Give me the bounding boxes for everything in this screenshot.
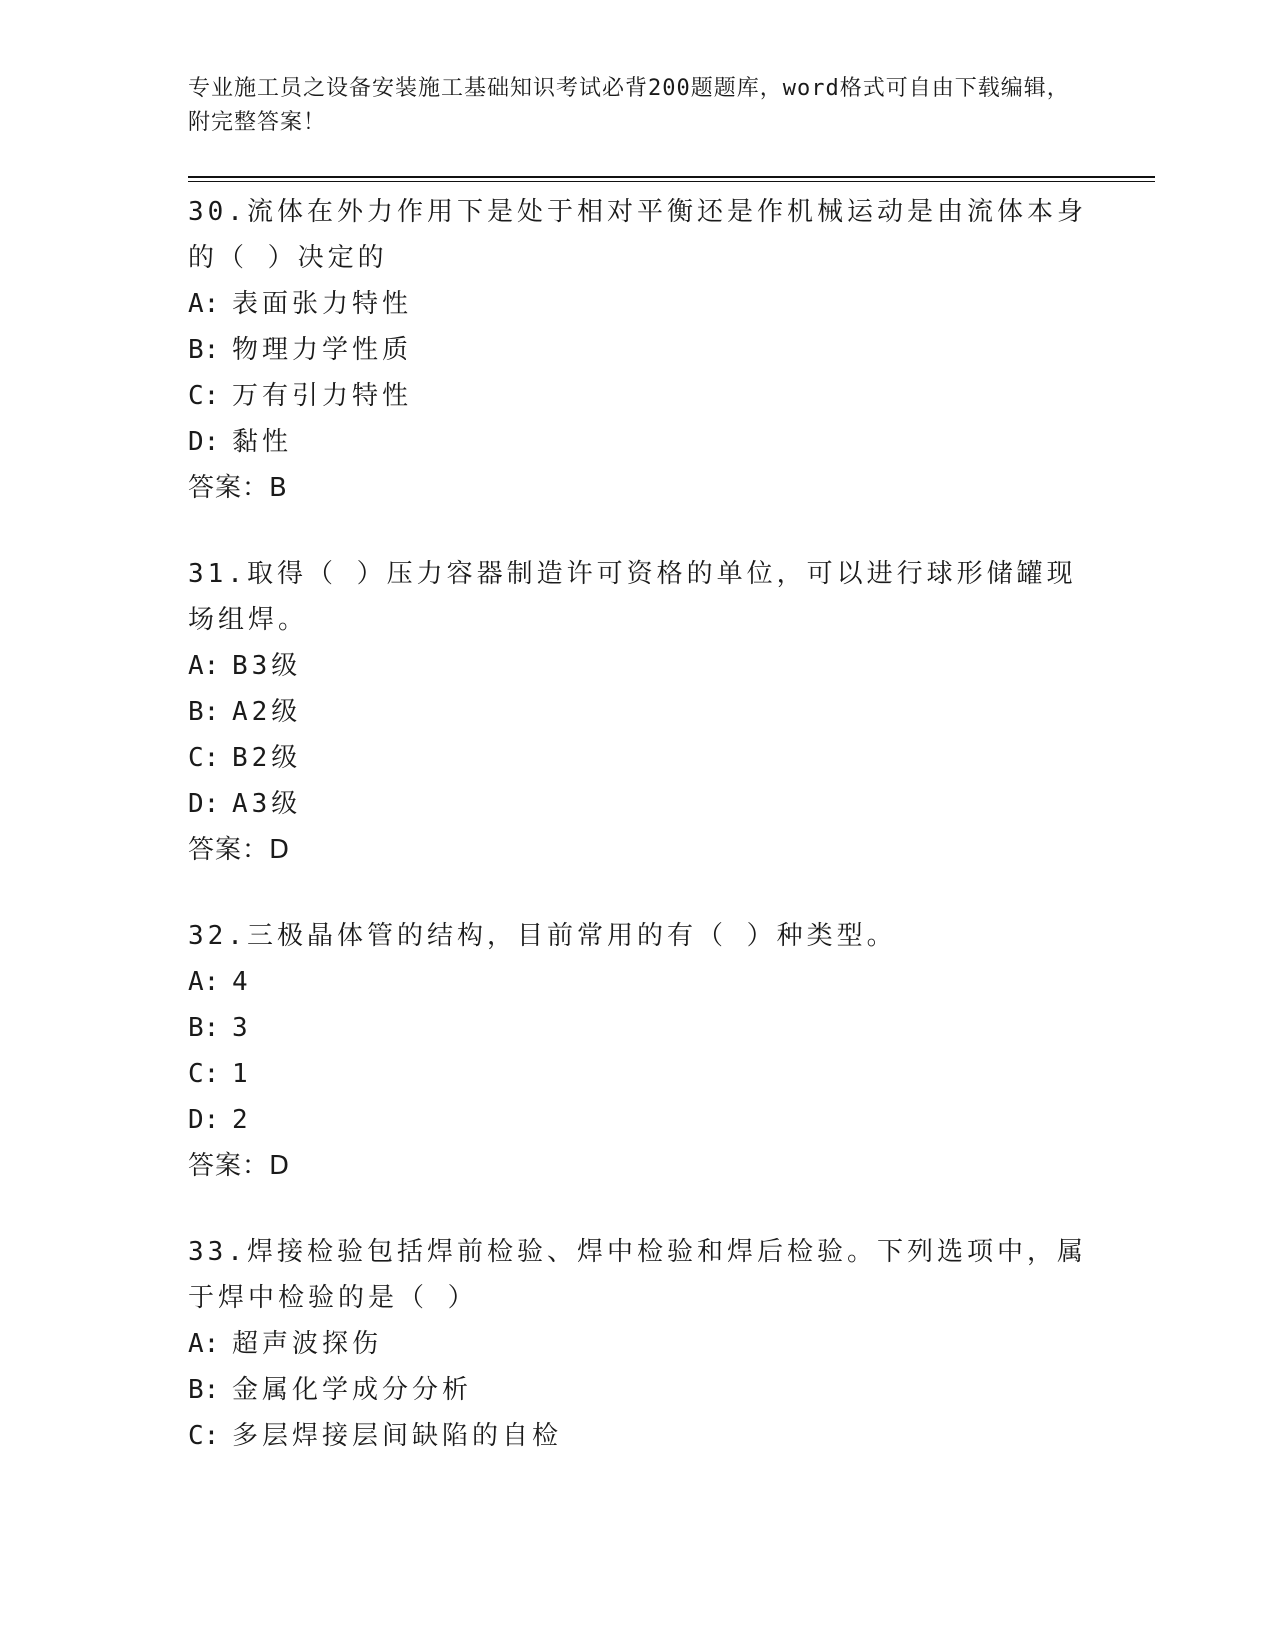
question-30 (188, 189, 1088, 511)
option-key: D: (188, 1105, 220, 1135)
option-text: 1 (232, 1059, 252, 1089)
question-text: 32.三极晶体管的结构，目前常用的有（ ）种类型。 (188, 921, 897, 951)
option-text: 金属化学成分分析 (232, 1375, 473, 1405)
option-text: A3级 (232, 789, 302, 819)
answer: 答案：B (188, 473, 288, 503)
question-text: 31.取得（ ）压力容器制造许可资格的单位，可以进行球形储罐现场组焊。 (188, 559, 1077, 635)
option-key: B: (188, 697, 220, 727)
option-key: A: (188, 1329, 220, 1359)
header-divider-thin (188, 181, 1155, 182)
question-31 (188, 551, 1088, 873)
option-key: B: (188, 335, 220, 365)
option-a (188, 959, 1088, 1005)
option-c (188, 1051, 1088, 1097)
option-text: B2级 (232, 743, 302, 773)
option-key: C: (188, 743, 220, 773)
option-key: A: (188, 651, 220, 681)
option-c (188, 373, 1088, 419)
question-33 (188, 1229, 1088, 1459)
option-text: 3 (232, 1013, 252, 1043)
option-text: 物理力学性质 (232, 335, 413, 365)
option-key: B: (188, 1375, 220, 1405)
option-c (188, 735, 1088, 781)
option-text: 表面张力特性 (232, 289, 413, 319)
option-key: C: (188, 381, 220, 411)
answer: 答案：D (188, 1151, 291, 1181)
document-header: 专业施工员之设备安装施工基础知识考试必背200题题库，word格式可自由下载编辑，附完整答案！ (188, 76, 1070, 135)
option-key: B: (188, 1013, 220, 1043)
option-d (188, 419, 1088, 465)
option-key: C: (188, 1421, 220, 1451)
question-text: 33.焊接检验包括焊前检验、焊中检验和焊后检验。下列选项中，属于焊中检验的是（ ） (188, 1237, 1087, 1313)
option-c (188, 1413, 1088, 1459)
option-text: 4 (232, 967, 252, 997)
option-b (188, 689, 1088, 735)
option-key: D: (188, 427, 220, 457)
option-d (188, 1097, 1088, 1143)
option-text: B3级 (232, 651, 302, 681)
option-a (188, 643, 1088, 689)
option-text: A2级 (232, 697, 302, 727)
option-text: 万有引力特性 (232, 381, 413, 411)
answer: 答案：D (188, 835, 291, 865)
option-a (188, 281, 1088, 327)
option-text: 多层焊接层间缺陷的自检 (232, 1421, 563, 1451)
question-32 (188, 913, 1088, 1189)
option-key: A: (188, 289, 220, 319)
option-b (188, 1367, 1088, 1413)
option-text: 超声波探伤 (232, 1329, 383, 1359)
question-text: 30.流体在外力作用下是处于相对平衡还是作机械运动是由流体本身的（ ）决定的 (188, 197, 1087, 273)
option-a (188, 1321, 1088, 1367)
option-key: A: (188, 967, 220, 997)
option-d (188, 781, 1088, 827)
option-text: 黏性 (232, 427, 293, 457)
header-divider-thick (188, 176, 1155, 178)
option-b (188, 1005, 1088, 1051)
option-b (188, 327, 1088, 373)
question-list (188, 189, 1088, 1499)
option-key: C: (188, 1059, 220, 1089)
option-key: D: (188, 789, 220, 819)
option-text: 2 (232, 1105, 252, 1135)
